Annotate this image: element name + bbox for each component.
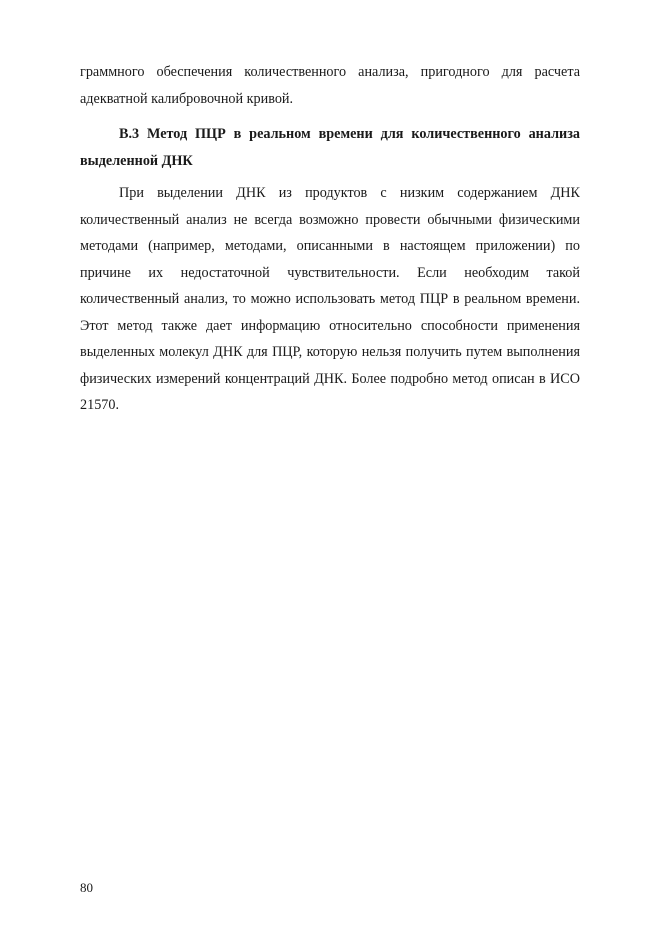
- continuation-paragraph: граммного обеспечения количественного анализа, пригодного для расчета адекватной калибровочной кривой.: [80, 64, 580, 107]
- body-paragraph: При выделении ДНК из продуктов с низким содержанием ДНК количественный анализ не всегда возможно провести обычными физическими методами (например, методами, описанными в настоящем приложении) по причине их недостаточной чувствительности. Если необходим такой количественный анализ, то можно использовать метод ПЦР в реальном времени. Этот метод также дает информацию относительно способности применения выделенных молекул ДНК для ПЦР, которую нельзя получить путем выполнения физических измерений концентраций ДНК. Более подробно метод описан в ИСО 21570.: [80, 185, 580, 413]
- page-number: 80: [80, 880, 93, 895]
- section-heading: B.3 Метод ПЦР в реальном времени для количественного анализа выделенной ДНК: [80, 126, 580, 169]
